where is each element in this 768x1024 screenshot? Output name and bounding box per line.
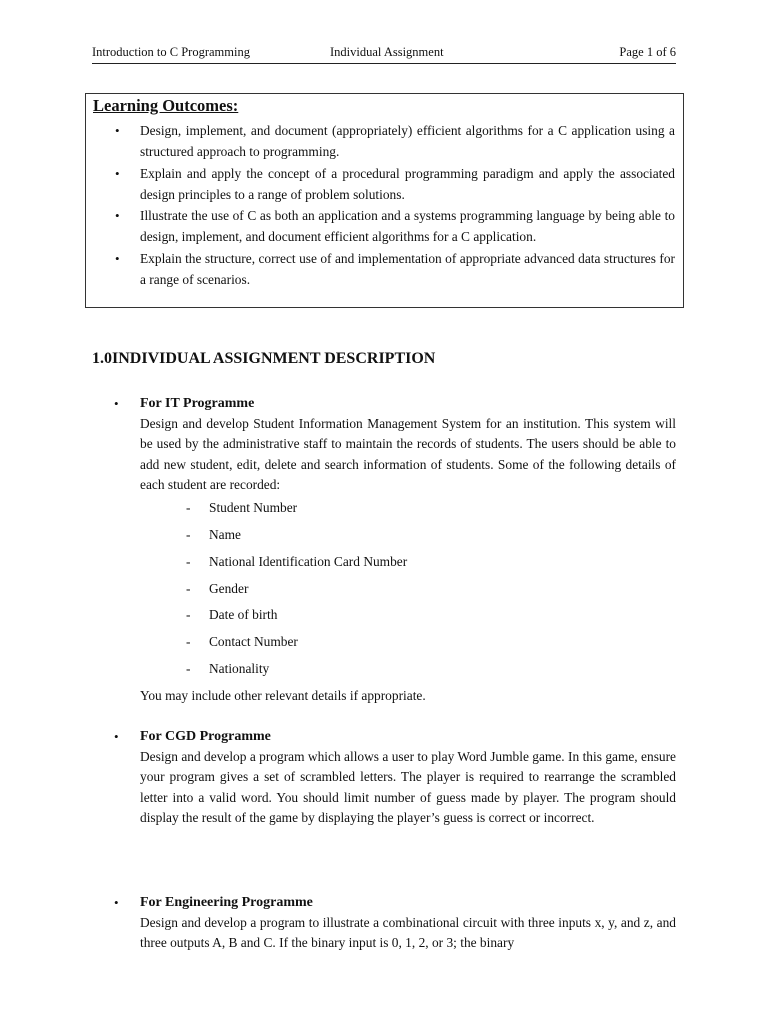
dash-icon: - <box>186 553 191 569</box>
it-programme-note: You may include other relevant details if appropriate. <box>140 687 426 703</box>
list-item: - National Identification Card Number <box>92 549 676 576</box>
bullet-icon: • <box>115 123 120 138</box>
learning-outcome-item: • Explain the structure, correct use of and implementation of appropriate advanced data structures for a range of scenarios. <box>86 248 683 291</box>
dash-icon: - <box>186 500 191 516</box>
list-item: - Gender <box>92 576 676 603</box>
dash-icon: - <box>186 607 191 623</box>
list-item: - Name <box>92 522 676 549</box>
header-course-title: Introduction to C Programming <box>92 45 250 59</box>
header-document-type: Individual Assignment <box>330 45 444 59</box>
engineering-programme-description: Design and develop a program to illustrate a combinational circuit with three inputs x, y, and z, and three outputs A, B and C. If the binary input is 0, 1, 2, or 3; the binary <box>140 915 676 951</box>
list-item: - Date of birth <box>92 602 676 629</box>
cgd-programme-section <box>92 727 676 828</box>
dash-icon: - <box>186 580 191 596</box>
learning-outcome-item: • Explain and apply the concept of a procedural programming paradigm and apply the associated design principles to a range of problem solutions. <box>86 163 683 206</box>
dash-icon: - <box>186 660 191 676</box>
section-title: 1.0INDIVIDUAL ASSIGNMENT DESCRIPTION <box>92 350 436 367</box>
learning-outcomes-title: Learning Outcomes: <box>93 96 239 115</box>
list-item: - Nationality <box>92 656 676 683</box>
bullet-icon: • <box>114 396 119 411</box>
it-programme-description: Design and develop Student Information Management System for an institution. This system will be used by the administrative staff to maintain the records of students. The users should be able to add new student, edit, delete and search information of students. Some of the following details of each student are recorded: <box>140 416 676 492</box>
engineering-programme-heading: • For Engineering Programme <box>92 893 676 913</box>
it-programme-section <box>92 394 676 706</box>
bullet-icon: • <box>115 250 120 266</box>
student-details-list <box>92 495 676 683</box>
learning-outcome-item: • Illustrate the use of C as both an application and a systems programming language by being able to design, implement, and document efficient algorithms for a C application. <box>86 205 683 248</box>
bullet-icon: • <box>114 895 119 910</box>
bullet-icon: • <box>115 165 120 181</box>
cgd-programme-heading: • For CGD Programme <box>92 727 676 747</box>
learning-outcomes-box <box>85 93 684 308</box>
list-item: - Student Number <box>92 495 676 522</box>
learning-outcome-item: • Design, implement, and document (appropriately) efficient algorithms for a C application using a structured approach to programming. <box>86 120 683 163</box>
page-header <box>92 45 676 64</box>
header-page-number: Page 1 of 6 <box>619 45 676 59</box>
bullet-icon: • <box>114 729 119 744</box>
dash-icon: - <box>186 634 191 650</box>
it-programme-heading: • For IT Programme <box>92 394 676 414</box>
bullet-icon: • <box>115 208 120 224</box>
cgd-programme-description: Design and develop a program which allows a user to play Word Jumble game. In this game, ensure your program gives a set of scrambled letters. The player is required to rearrange the scrambled letter into a valid word. You should limit number of guess made by player. The program should display the result of the game by displaying the player’s guess is correct or incorrect. <box>140 749 676 825</box>
engineering-programme-section <box>92 893 676 954</box>
list-item: - Contact Number <box>92 629 676 656</box>
dash-icon: - <box>186 526 191 542</box>
learning-outcomes-list <box>86 120 683 290</box>
